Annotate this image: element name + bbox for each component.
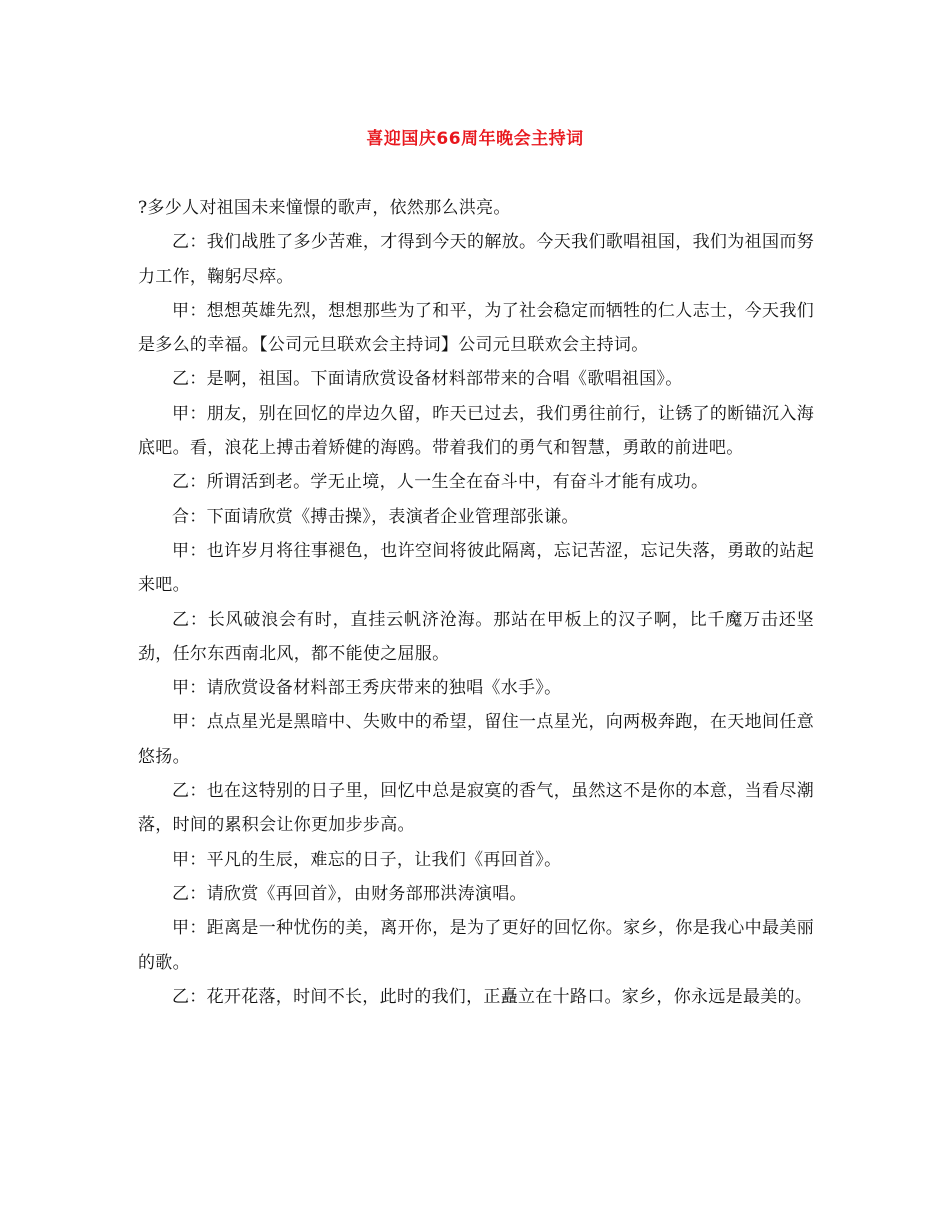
paragraph: 甲：朋友，别在回忆的岸边久留，昨天已过去，我们勇往前行，让锈了的断锚沉入海底吧。看，浪花上搏击着矫健的海鸥。带着我们的勇气和智慧，勇敢的前进吧。 xyxy=(138,403,814,459)
paragraph: 乙：也在这特别的日子里，回忆中总是寂寞的香气，虽然这不是你的本意，当看尽潮落，时间的累积会让你更加步步高。 xyxy=(138,781,814,836)
paragraph: 合：下面请欣赏《搏击操》，表演者企业管理部张谦。 xyxy=(172,506,579,527)
paragraph: 甲：想想英雄先烈，想想那些为了和平，为了社会稳定而牺牲的仁人志士，今天我们是多么的幸福。【公司元旦联欢会主持词】公司元旦联欢会主持词。 xyxy=(138,300,814,356)
paragraph: 甲：也许岁月将往事褪色，也许空间将彼此隔离，忘记苦涩，忘记失落，勇敢的站起来吧。 xyxy=(138,540,814,596)
paragraph: ?多少人对祖国未来憧憬的歌声，依然那么洪亮。 xyxy=(138,198,511,218)
document-title: 喜迎国庆66周年晚会主持词 xyxy=(366,129,584,149)
paragraph: 乙：是啊，祖国。下面请欣赏设备材料部带来的合唱《歌唱祖国》。 xyxy=(172,369,683,390)
paragraph: 乙：所谓活到老。学无止境，人一生全在奋斗中，有奋斗才能有成功。 xyxy=(172,472,709,493)
paragraph: 乙：长风破浪会有时，直挂云帆济沧海。那站在甲板上的汉子啊，比千魔万击还坚劲，任尔东西南北风，都不能使之屈服。 xyxy=(138,609,814,664)
paragraph: 乙：花开花落，时间不长，此时的我们，正矗立在十路口。家乡，你永远是最美的。 xyxy=(172,986,813,1007)
document-body xyxy=(138,191,814,1014)
paragraph: 乙：请欣赏《再回首》，由财务部邢洪涛演唱。 xyxy=(172,883,527,904)
paragraph: 甲：请欣赏设备材料部王秀庆带来的独唱《水手》。 xyxy=(172,678,562,699)
paragraph: 甲：点点星光是黑暗中、失败中的希望，留住一点星光，向两极奔跑，在天地间任意悠扬。 xyxy=(138,712,814,767)
paragraph: 甲：距离是一种忧伤的美，离开你，是为了更好的回忆你。家乡，你是我心中最美丽的歌。 xyxy=(138,918,814,973)
paragraph: 甲：平凡的生辰，难忘的日子，让我们《再回首》。 xyxy=(172,849,562,870)
paragraph: 乙：我们战胜了多少苦难，才得到今天的解放。今天我们歌唱祖国，我们为祖国而努力工作，鞠躬尽瘁。 xyxy=(138,232,814,287)
